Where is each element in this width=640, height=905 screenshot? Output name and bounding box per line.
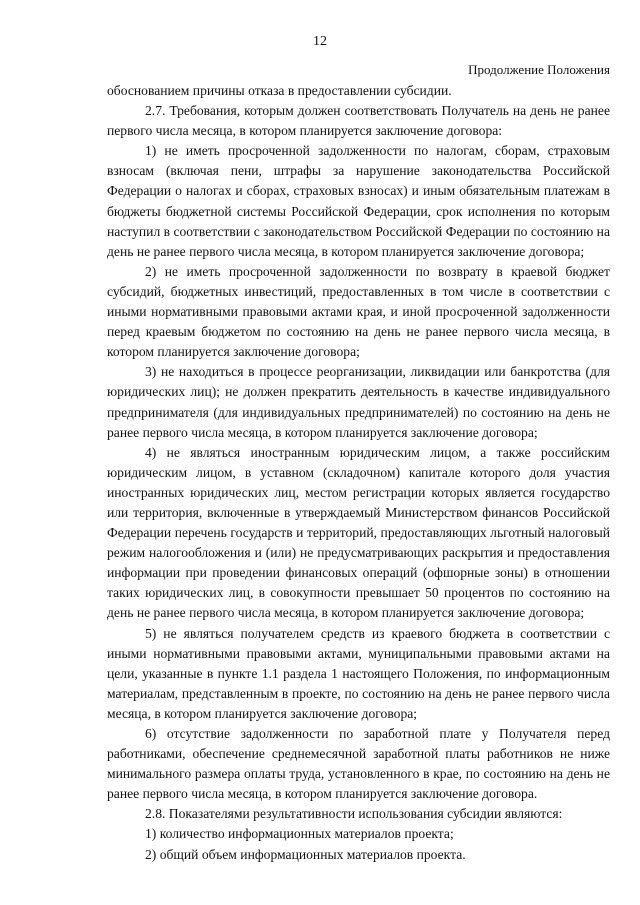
paragraph-item-1-tax-debt: 1) не иметь просроченной задолженности по налогам, сборам, страховым взносам (включая пени, штрафы за нарушение законодательства Российской Федерации о налогах и сборах, страховых взносах) и иным обязательным платежам в бюджеты бюджетной системы Российской Федерации, срок исполнения по которым наступил в соответствии с законодательством Российской Федерации по состоянию на день не ранее первого числа месяца, в котором планируется заключение договора;: [107, 143, 610, 259]
paragraph-item-4-foreign-entity: 4) не являться иностранным юридическим лицом, а также российским юридическим лицом, в уставном (складочном) капитале которого доля участия иностранных юридических лиц, местом регистрации которых является государство или территория, включенные в утверждаемый Министерством финансов Российской Федерации перечень государств и территорий, предоставляющих льготный налоговый режим налогообложения и (или) не предусматривающих раскрытия и предоставления информации при проведении финансовых операций (офшорные зоны) в отношении таких юридических лиц, в совокупности превышает 50 процентов по состоянию на день не ранее первого числа месяца, в котором планируется заключение договора;: [107, 444, 610, 621]
paragraph-2-8-indicators: 2.8. Показателями результативности использования субсидии являются:: [145, 806, 563, 822]
paragraph-indicator-1-count: 1) количество информационных материалов проекта;: [145, 826, 454, 842]
paragraph-indicator-2-volume: 2) общий объем информационных материалов проекта.: [145, 846, 466, 862]
paragraph-2-7-requirements: 2.7. Требования, которым должен соответствовать Получатель на день не ранее первого числа месяца, в котором планируется заключение договора:: [107, 103, 610, 139]
paragraph-item-3-reorganization: 3) не находиться в процессе реорганизации, ликвидации или банкротства (для юридических лиц); не должен прекратить деятельность в качестве индивидуального предпринимателя (для индивидуальных предпринимателей) по состоянию на день не ранее первого числа месяца, в котором планируется заключение договора;: [107, 364, 610, 440]
paragraph-item-5-other-funding: 5) не являться получателем средств из краевого бюджета в соответствии с иными нормативными правовыми актами, муниципальными правовыми актами на цели, указанные в пункте 1.1 раздела 1 настоящего Положения, по информационным материалам, представленным в проекте, по состоянию на день не ранее первого числа месяца, в котором планируется заключение договора;: [107, 625, 610, 721]
paragraph-item-2-budget-debt: 2) не иметь просроченной задолженности по возврату в краевой бюджет субсидий, бюджетных инвестиций, предоставленных в том числе в соответствии с иными нормативными правовыми актами края, и иной просроченной задолженности перед краевым бюджетом по состоянию на день не ранее первого числа месяца, в котором планируется заключение договора;: [107, 263, 610, 360]
page-number: 12: [313, 34, 327, 49]
paragraph-refusal-reason: обоснованием причины отказа в предоставлении субсидии.: [107, 83, 452, 98]
continuation-label: Продолжение Положения: [468, 62, 610, 77]
paragraph-item-6-wage-debt: 6) отсутствие задолженности по заработной плате у Получателя перед работниками, обеспечение среднемесячной заработной платы работников не ниже минимального размера оплаты труда, установленного в крае, по состоянию на день не ранее первого числа месяца, в котором планируется заключение договора.: [107, 726, 610, 802]
document-body: [107, 81, 610, 865]
